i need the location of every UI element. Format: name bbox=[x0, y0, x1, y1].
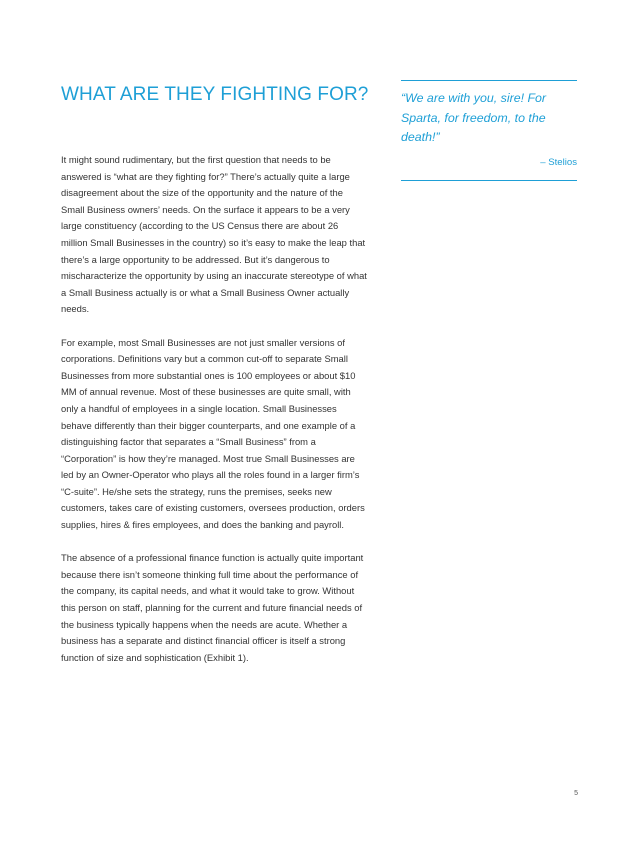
quote-top-rule bbox=[401, 80, 577, 81]
quote-bottom-rule bbox=[401, 180, 577, 181]
paragraph: It might sound rudimentary, but the first question that needs to be answered is “what are they fighting for?” There’s actually quite a large disagreement about the size of the opportunity and the nature of the Small Business owners’ needs. On the surface it appears to be a very large constituency (according to the US Census there are about 26 million Small Businesses in the country) so it’s easy to make the leap that there’s a large opportunity to be addressed. But it’s dangerous to mischaracterize the opportunity by using an inaccurate stereotype of what a Small Business actually is or what a Small Business Owner actually needs. bbox=[61, 154, 367, 315]
paragraph: The absence of a professional finance function is actually quite important because there isn’t someone thinking full time about the performance of the company, its capital needs, and what it would take to grow. Without this person on staff, planning for the current and future financial needs of the business typically happens when the needs are acute. Whether a business has a separate and distinct financial officer is itself a strong function of size and sophistication (Exhibit 1). bbox=[61, 552, 364, 663]
page-title: WHAT ARE THEY FIGHTING FOR? bbox=[61, 84, 369, 105]
body-text bbox=[61, 152, 367, 683]
paragraph: For example, most Small Businesses are not just smaller versions of corporations. Definitions vary but a common cut-off to separate Small Businesses from more substantial ones is 100 employees or about $10 MM of annual revenue. Most of these businesses are quite small, with only a handful of employees in a single location. Small Businesses behave differently than their bigger counterparts, and one example of a distinguishing factor that separates a “Small Business” from a “Corporation” is how they’re managed. Most true Small Businesses are led by an Owner-Operator who plays all the roles found in a larger firm’s “C-suite”. He/she sets the strategy, runs the premises, seeks new customers, takes care of existing customers, oversees production, orders supplies, hires & fires employees, and does the banking and payroll. bbox=[61, 336, 365, 531]
quote-text: “We are with you, sire! For Sparta, for freedom, to the death!” bbox=[401, 91, 547, 144]
page-number: 5 bbox=[574, 790, 578, 797]
pull-quote bbox=[401, 80, 577, 181]
quote-attribution: – Stelios bbox=[540, 156, 577, 168]
